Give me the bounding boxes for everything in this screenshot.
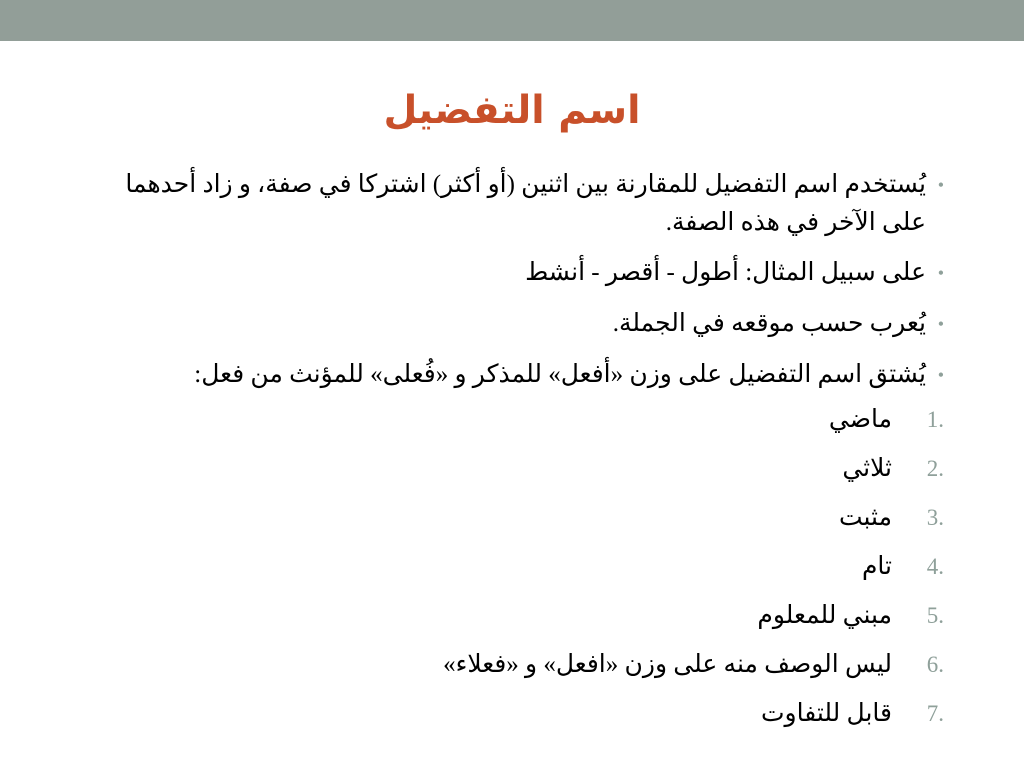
condition-text: تام	[861, 553, 892, 580]
condition-item	[80, 646, 944, 695]
bullet-item	[80, 166, 944, 242]
condition-item	[80, 548, 944, 597]
condition-number: 7.	[926, 701, 944, 726]
bullet-list	[80, 166, 944, 394]
condition-text: ليس الوصف منه على وزن «افعل» و «فعلاء»	[443, 651, 892, 678]
condition-number: 6.	[926, 652, 944, 677]
slide-content	[80, 166, 944, 744]
condition-item	[80, 597, 944, 646]
bullet-icon: •	[937, 314, 944, 334]
condition-item	[80, 499, 944, 548]
bullet-text: يُشتق اسم التفضيل على وزن «أفعل» للمذكر و «فُعلى» للمؤنث من فعل:	[194, 361, 926, 388]
conditions-list	[80, 401, 944, 744]
condition-text: ثلاثي	[842, 455, 892, 482]
condition-item	[80, 401, 944, 450]
condition-text: قابل للتفاوت	[760, 700, 892, 727]
condition-number: 1.	[926, 407, 944, 432]
bullet-item	[80, 356, 944, 394]
bullet-icon: •	[937, 365, 944, 385]
condition-number: 3.	[926, 505, 944, 530]
bullet-item	[80, 305, 944, 343]
condition-number: 5.	[926, 603, 944, 628]
bullet-text: يُستخدم اسم التفضيل للمقارنة بين اثنين (أو أكثر) اشتركا في صفة، و زاد أحدهما على الآخر في هذه الصفة.	[125, 171, 926, 236]
bullet-text: يُعرب حسب موقعه في الجملة.	[612, 310, 926, 337]
slide-title: اسم التفضيل	[383, 88, 641, 133]
condition-number: 4.	[926, 554, 944, 579]
condition-text: مثبت	[838, 504, 892, 531]
top-accent-bar	[0, 0, 1024, 41]
condition-item	[80, 450, 944, 499]
bullet-item	[80, 254, 944, 292]
condition-text: ماضي	[828, 406, 892, 433]
bullet-icon: •	[937, 263, 944, 283]
condition-number: 2.	[926, 456, 944, 481]
bullet-icon: •	[937, 175, 944, 195]
bullet-text: على سبيل المثال: أطول - أقصر - أنشط	[525, 259, 926, 286]
condition-text: مبني للمعلوم	[757, 602, 892, 629]
condition-item	[80, 695, 944, 744]
